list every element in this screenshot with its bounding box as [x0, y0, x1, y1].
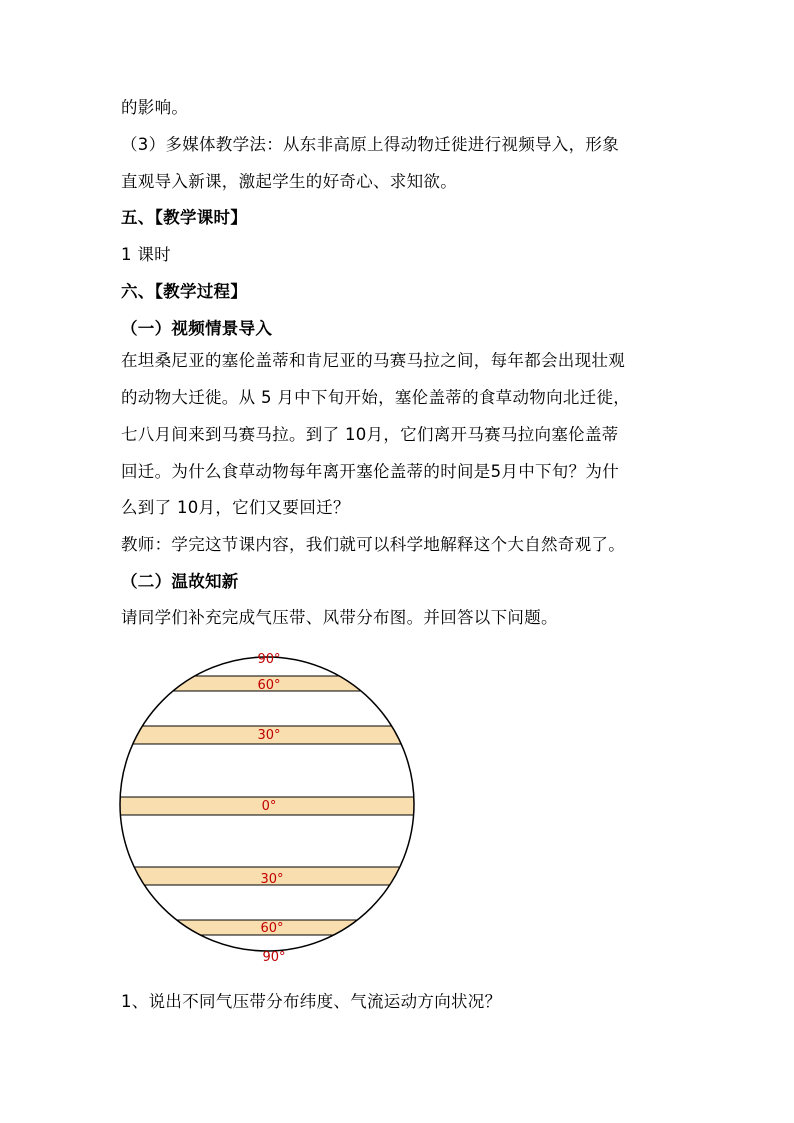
latitude-label-90n: 90° — [257, 652, 281, 667]
subsection-heading: （二）温故知新 — [121, 572, 239, 591]
paragraph: 请同学们补充完成气压带、风带分布图。并回答以下问题。 — [121, 608, 558, 627]
paragraph: 1 课时 — [121, 245, 171, 264]
latitude-label-0: 0° — [261, 799, 277, 814]
paragraph: 的动物大迁徙。从 5 月中下旬开始，塞伦盖蒂的食草动物向北迁徙， — [121, 388, 631, 407]
question: 1、说出不同气压带分布纬度、气流运动方向状况？ — [121, 992, 502, 1011]
paragraph: 回迁。为什么食草动物每年离开塞伦盖蒂的时间是5月中下旬？为什 — [121, 462, 619, 481]
paragraph: （3）多媒体教学法：从东非高原上得动物迁徙进行视频导入，形象 — [121, 135, 619, 154]
section-heading: 六、【教学过程】 — [121, 282, 248, 301]
paragraph: 教师：学完这节课内容，我们就可以科学地解释这个大自然奇观了。 — [121, 535, 625, 554]
paragraph: 的影响。 — [121, 98, 189, 117]
latitude-label-30s: 30° — [260, 872, 284, 887]
section-heading: 五、【教学课时】 — [121, 208, 248, 227]
latitude-label-60n: 60° — [257, 678, 281, 693]
paragraph: 在坦桑尼亚的塞伦盖蒂和肯尼亚的马赛马拉之间，每年都会出现壮观 — [121, 351, 625, 370]
paragraph: 七八月间来到马赛马拉。到了 10月，它们离开马赛马拉向塞伦盖蒂 — [121, 425, 619, 444]
latitude-label-30n: 30° — [257, 728, 281, 743]
latitude-label-60s: 60° — [260, 921, 284, 936]
latitude-label-90s: 90° — [262, 950, 286, 965]
paragraph: 么到了 10月，它们又要回迁？ — [121, 498, 350, 517]
subsection-heading: （一）视频情景导入 — [121, 319, 273, 338]
paragraph: 直观导入新课，激起学生的好奇心、求知欲。 — [121, 172, 457, 191]
